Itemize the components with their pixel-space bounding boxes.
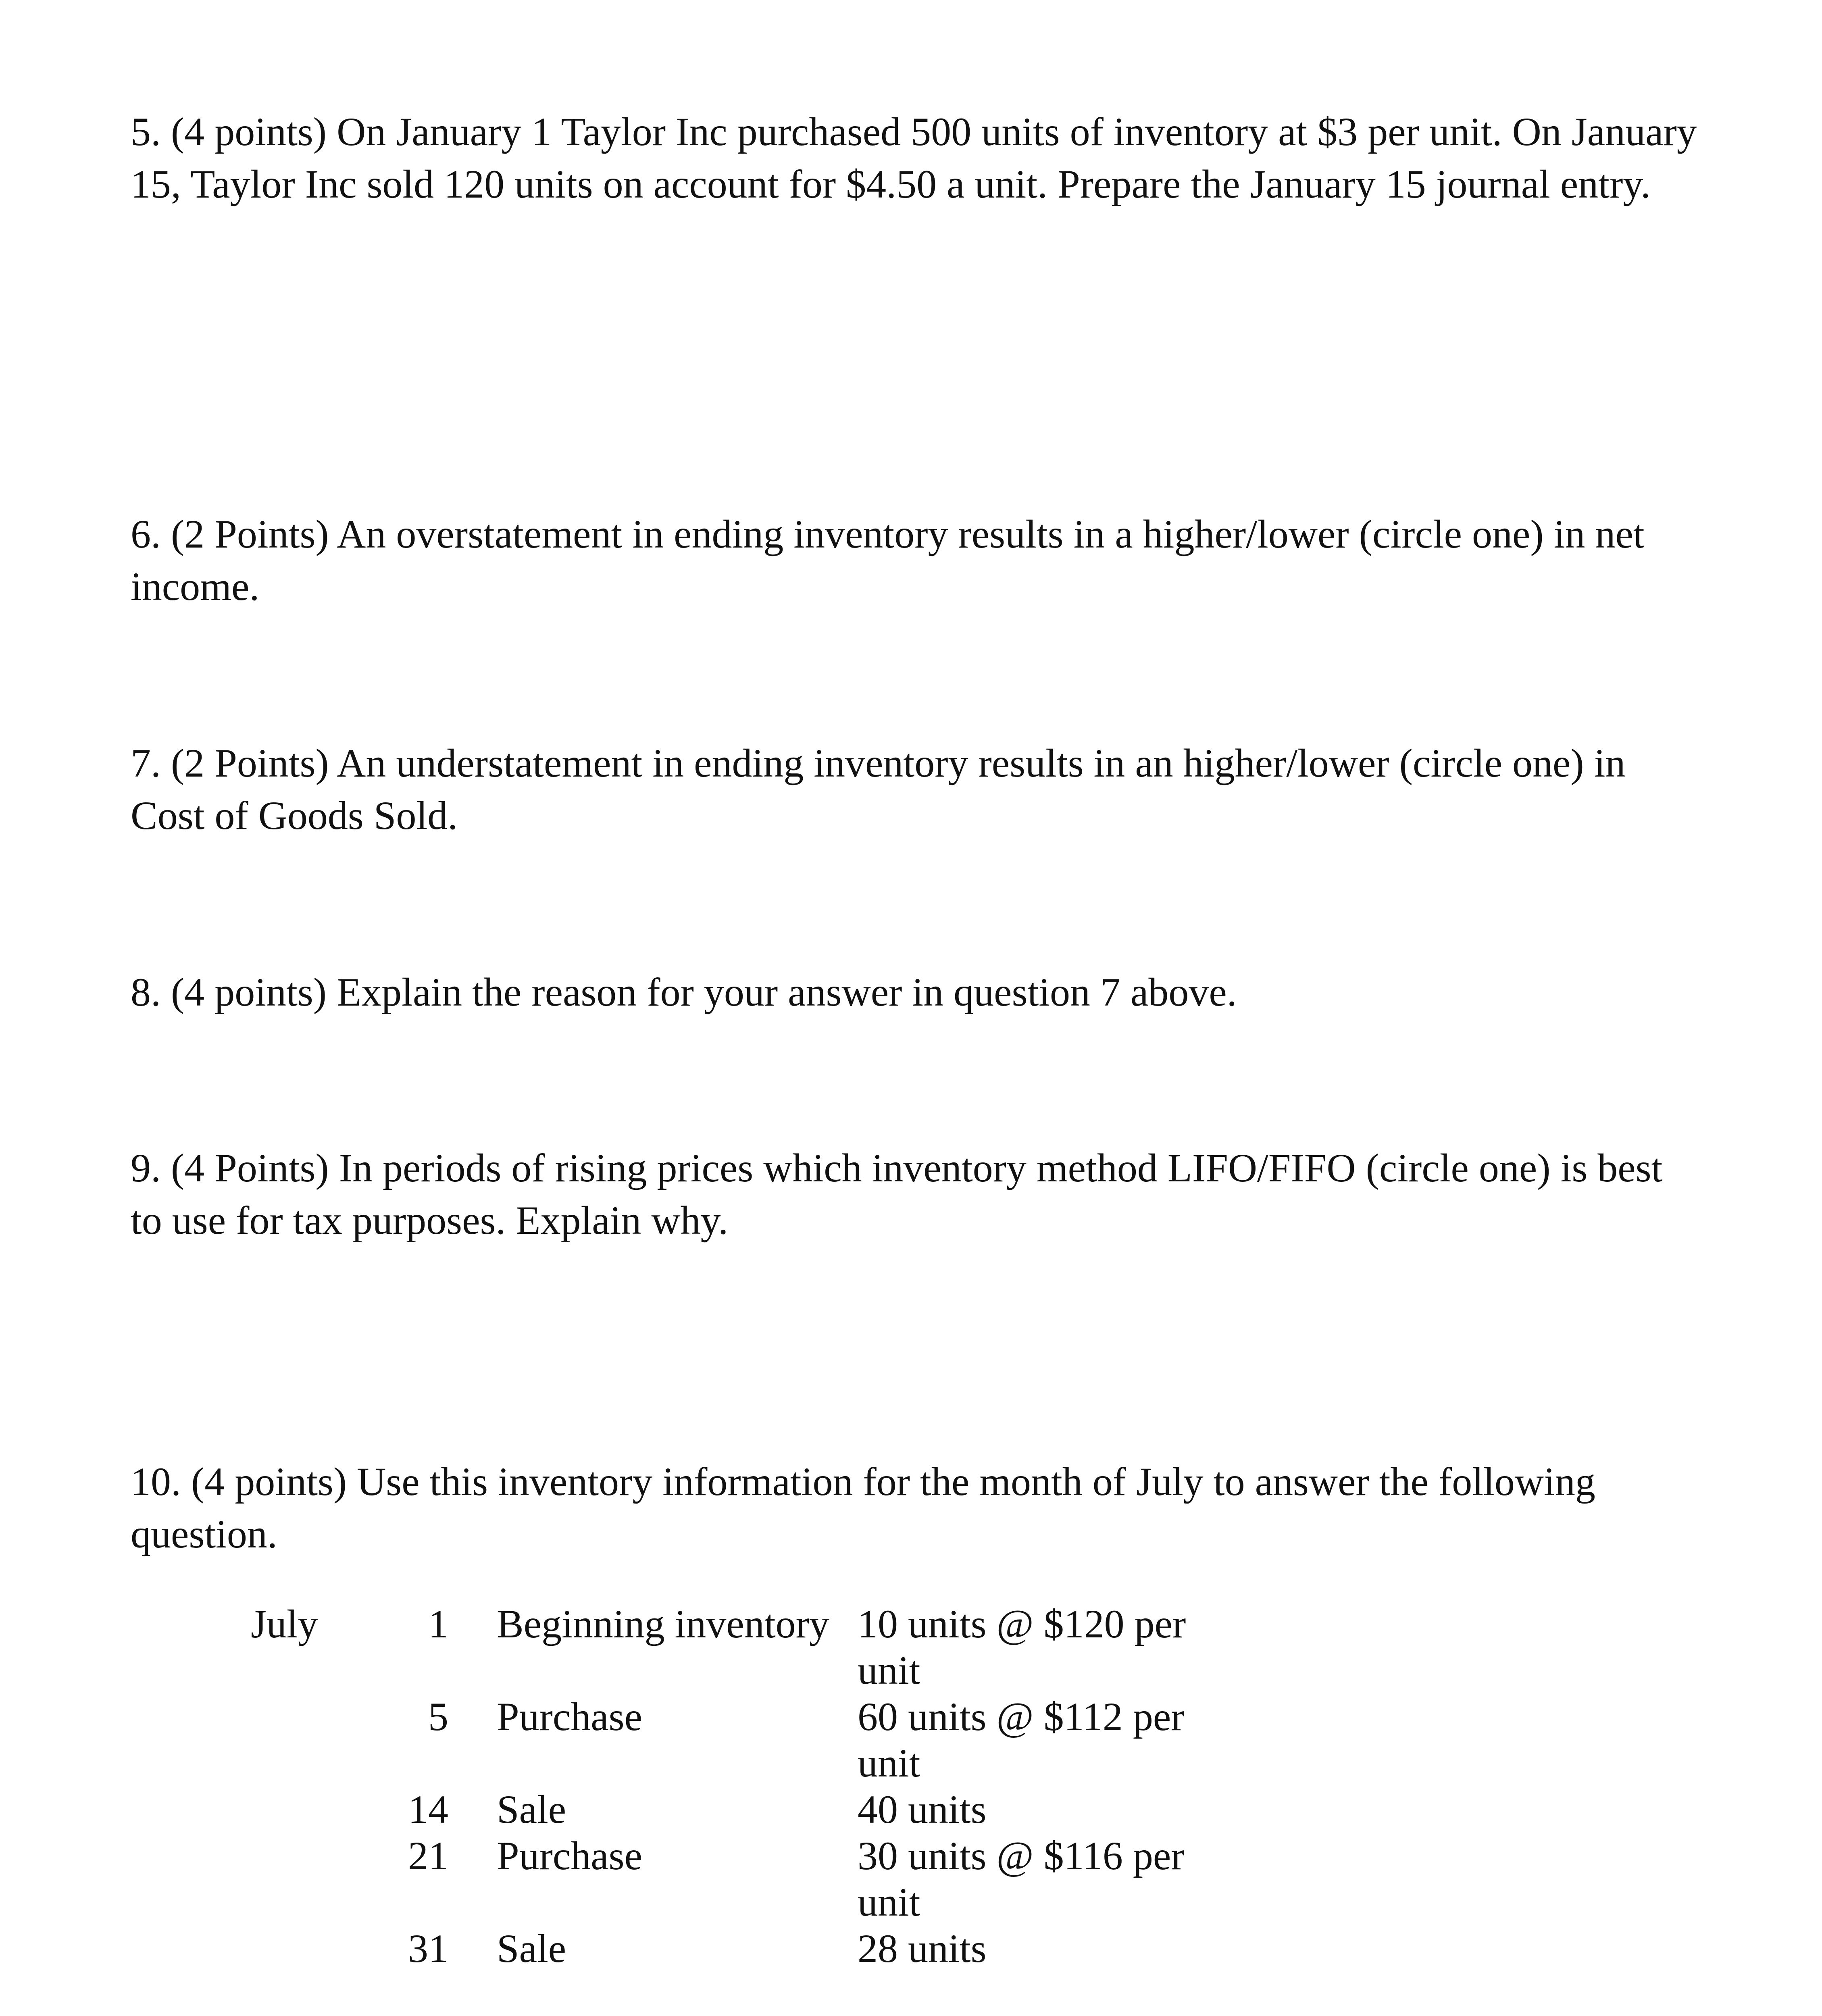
inventory-month: July <box>251 1602 318 1646</box>
question-6-line-2: income. <box>131 564 260 609</box>
inventory-detail <box>858 1693 1220 1786</box>
inventory-day: 1 <box>428 1602 448 1646</box>
inventory-detail <box>858 1786 1220 1833</box>
inventory-detail-line-1: 30 units @ $116 per <box>858 1833 1185 1878</box>
question-6-line-1: 6. (2 Points) An overstatement in ending inventory results in a higher/lower (circle one) in net <box>131 512 1645 556</box>
inventory-description: Purchase <box>497 1833 642 1878</box>
inventory-detail-line-1: 60 units @ $112 per <box>858 1694 1185 1739</box>
inventory-detail-line-2: unit <box>858 1741 920 1785</box>
question-5-line-2: 15, Taylor Inc sold 120 units on account for $4.50 a unit. Prepare the January 15 journal entry. <box>131 162 1651 206</box>
inventory-detail-line-1: 40 units <box>858 1787 987 1832</box>
question-8 <box>131 966 1727 1018</box>
inventory-detail-line-2: unit <box>858 1648 920 1693</box>
inventory-detail <box>858 1601 1220 1693</box>
inventory-description: Sale <box>497 1787 566 1832</box>
question-5 <box>131 106 1727 210</box>
inventory-detail-line-1: 10 units @ $120 per <box>858 1602 1186 1646</box>
question-6 <box>131 508 1727 613</box>
inventory-day: 31 <box>408 1926 448 1971</box>
question-7 <box>131 737 1727 842</box>
inventory-day: 5 <box>428 1694 448 1739</box>
inventory-detail <box>858 1925 1220 1972</box>
question-9 <box>131 1142 1727 1247</box>
inventory-detail-line-2: unit <box>858 1880 920 1924</box>
inventory-detail-line-1: 28 units <box>858 1926 987 1971</box>
inventory-day: 14 <box>408 1787 448 1832</box>
question-7-line-1: 7. (2 Points) An understatement in ending inventory results in an higher/lower (circle one) in <box>131 741 1626 785</box>
inventory-description: Purchase <box>497 1694 642 1739</box>
question-9-line-2: to use for tax purposes. Explain why. <box>131 1198 729 1243</box>
inventory-description: Beginning inventory <box>497 1602 829 1646</box>
inventory-detail <box>858 1833 1220 1925</box>
question-10 <box>131 1456 1727 1560</box>
inventory-description: Sale <box>497 1926 566 1971</box>
question-5-line-1: 5. (4 points) On January 1 Taylor Inc purchased 500 units of inventory at $3 per unit. On January <box>131 109 1697 154</box>
question-10-line-2: question. <box>131 1512 277 1556</box>
question-8-line-1: 8. (4 points) Explain the reason for your answer in question 7 above. <box>131 970 1237 1014</box>
question-9-line-1: 9. (4 Points) In periods of rising prices which inventory method LIFO/FIFO (circle one) is best <box>131 1145 1663 1190</box>
inventory-day: 21 <box>408 1833 448 1878</box>
question-7-line-2: Cost of Goods Sold. <box>131 793 458 838</box>
question-10-line-1: 10. (4 points) Use this inventory information for the month of July to answer the following <box>131 1459 1595 1504</box>
